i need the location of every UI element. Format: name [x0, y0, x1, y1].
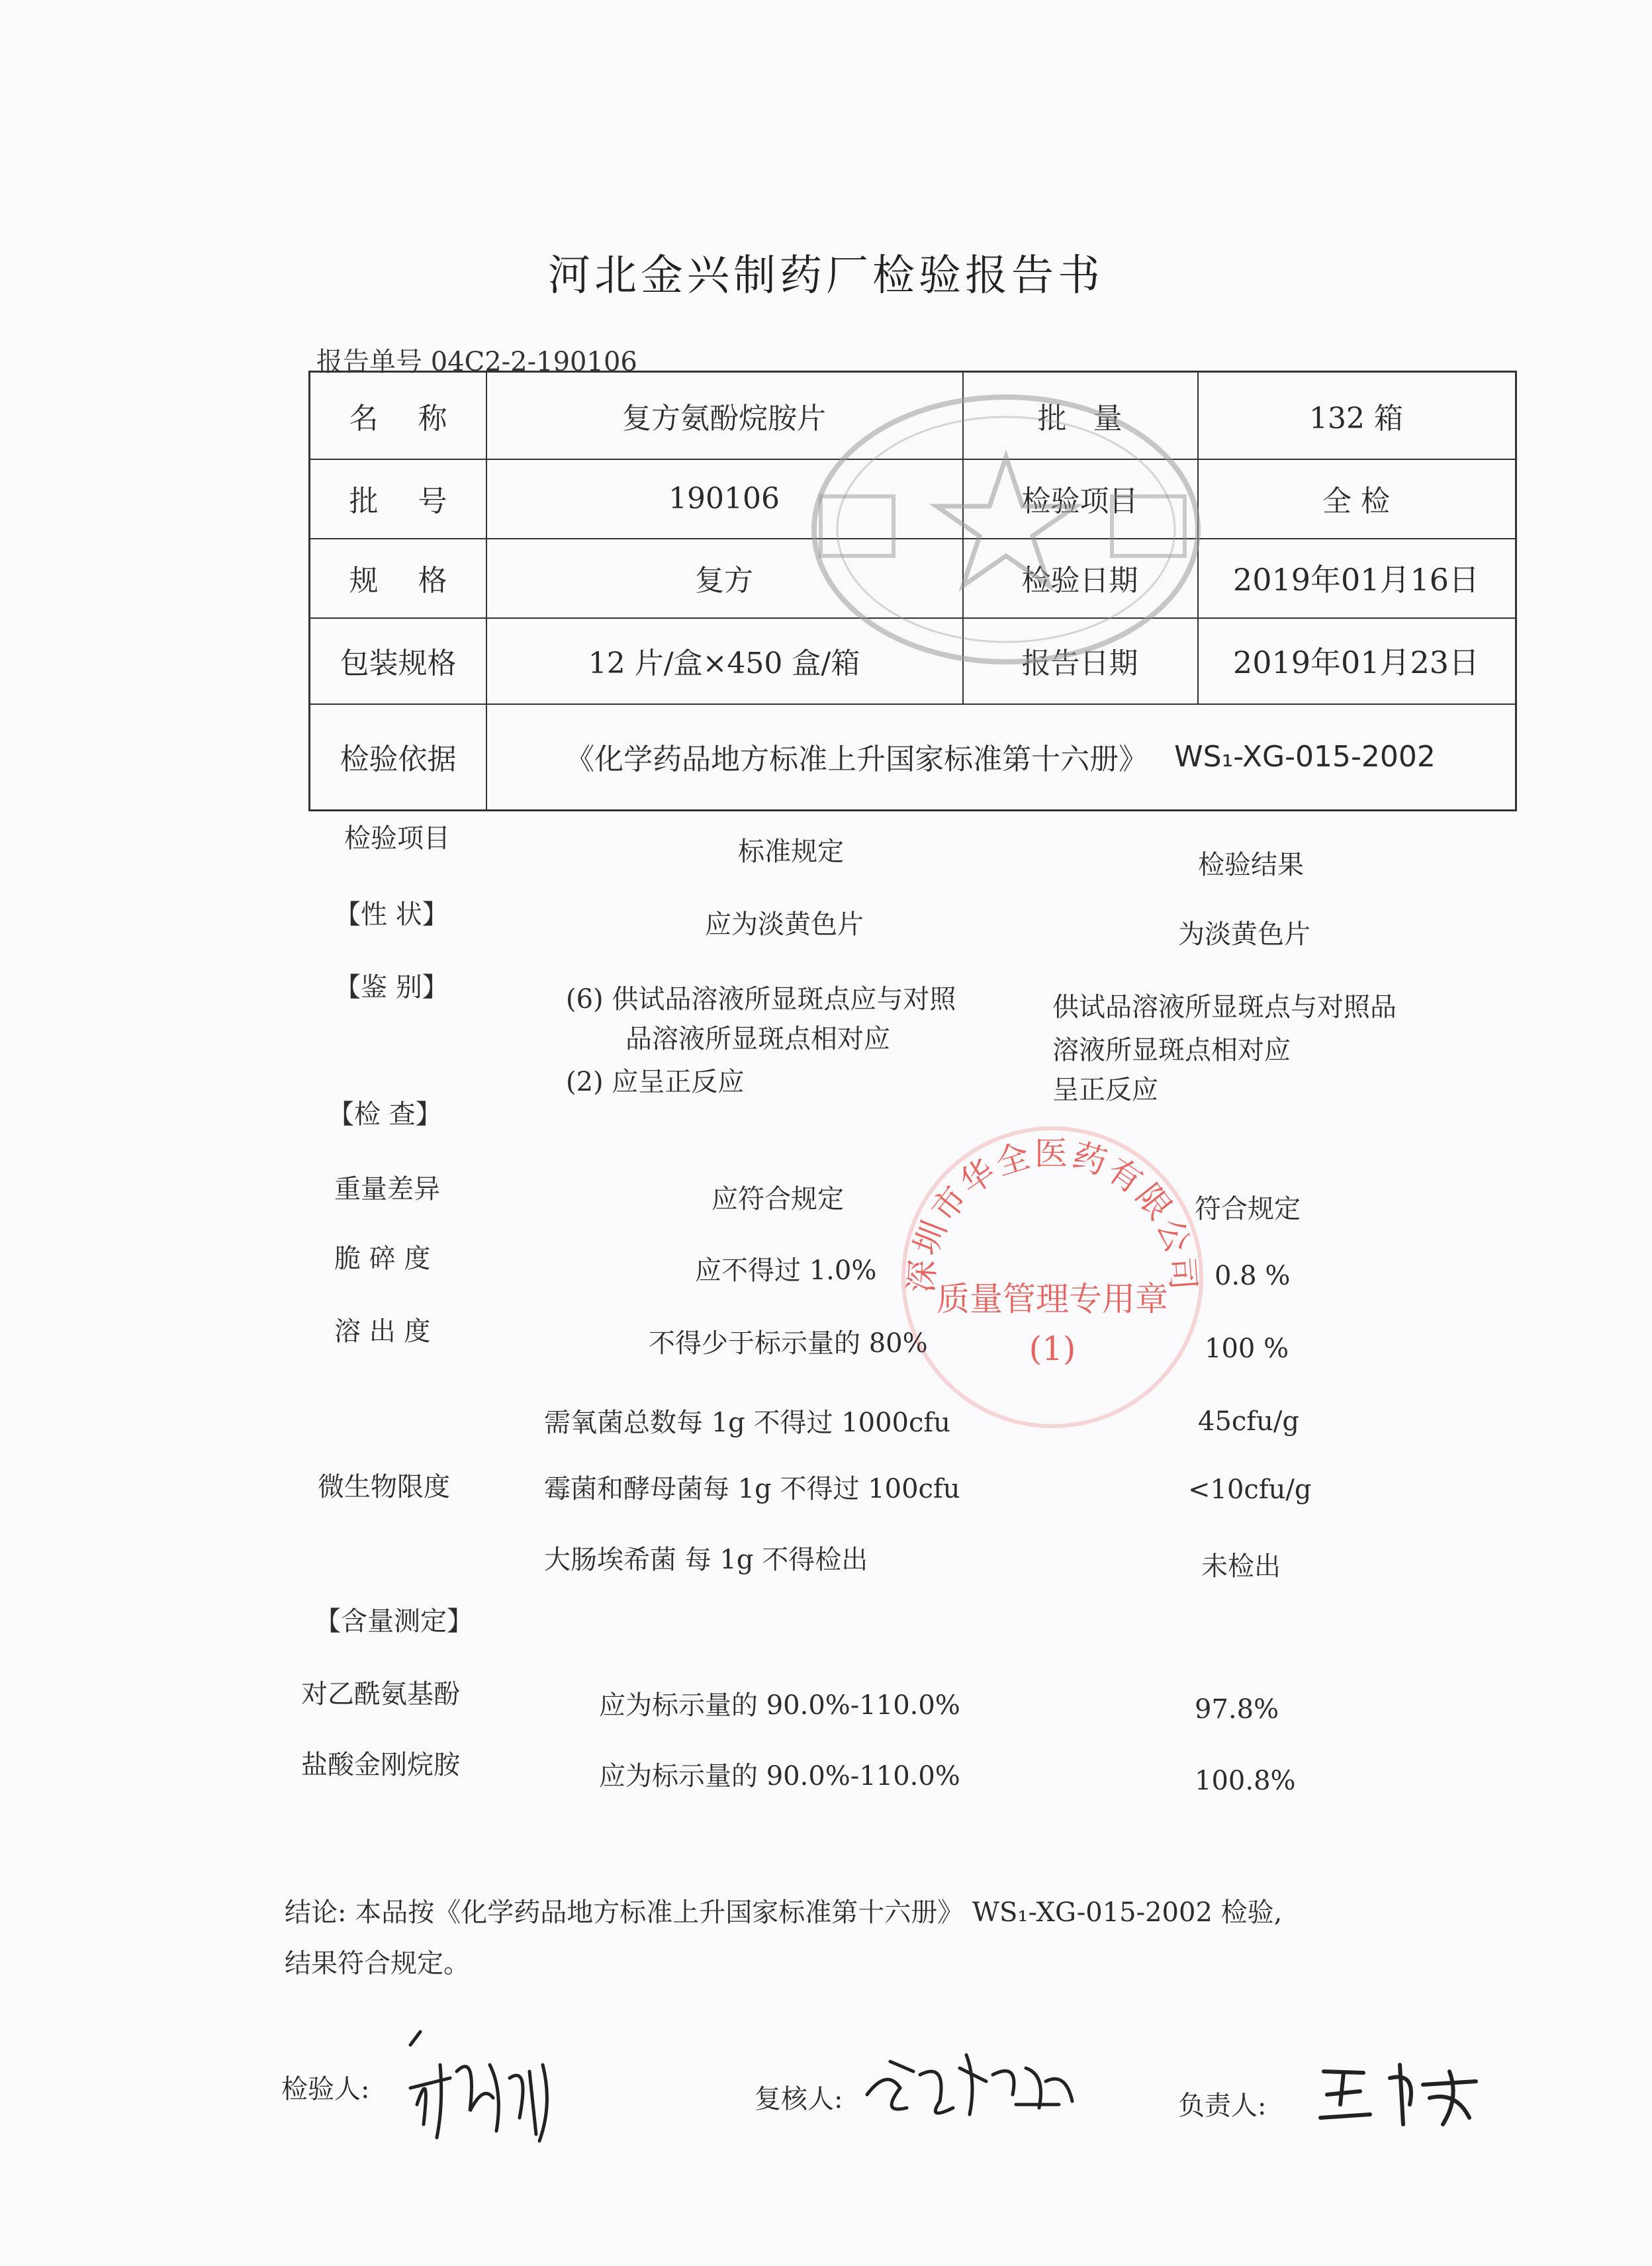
- pack-label: 包装规格: [340, 647, 457, 680]
- dissolution-result: 100 %: [1205, 1334, 1289, 1364]
- weight-variation-standard: 应符合规定: [711, 1184, 844, 1214]
- conclusion-line-1: 结论: 本品按《化学药品地方标准上升国家标准第十六册》 WS₁-XG-015-2002 检验,: [285, 1897, 1283, 1928]
- appearance-label: 【性 状】: [334, 899, 449, 930]
- appearance-result: 为淡黄色片: [1178, 919, 1310, 950]
- batch-no-label: 批号: [349, 484, 487, 518]
- test-item-label: 检验项目: [1021, 484, 1138, 518]
- assay1-standard: 应为标示量的 90.0%-110.0%: [599, 1690, 960, 1721]
- microbial-result-2: <10cfu/g: [1188, 1474, 1312, 1505]
- friability-standard: 应不得过 1.0%: [695, 1255, 877, 1286]
- assay2-label: 盐酸金刚烷胺: [301, 1750, 460, 1780]
- weight-variation-result: 符合规定: [1195, 1194, 1301, 1224]
- dissolution-standard: 不得少于标示量的 80%: [649, 1328, 928, 1359]
- report-number: 报告单号 04C2-2-190106: [316, 347, 637, 377]
- responsible-signature: [1317, 2058, 1489, 2131]
- reviewer-label: 复核人:: [755, 2084, 843, 2114]
- friability-label: 脆 碎 度: [334, 1244, 431, 1274]
- microbial-result-1: 45cfu/g: [1198, 1406, 1299, 1437]
- assay2-standard: 应为标示量的 90.0%-110.0%: [599, 1761, 960, 1791]
- test-date-label: 检验日期: [1021, 564, 1138, 598]
- seal-company-text: 深圳市华全医药有限公司: [901, 1134, 1203, 1294]
- identification-label: 【鉴 别】: [334, 972, 449, 1003]
- microbial-standard-2: 霉菌和酵母菌每 1g 不得过 100cfu: [544, 1474, 960, 1504]
- seal-purpose-text: 质量管理专用章: [937, 1280, 1168, 1318]
- spec-label: 规格: [349, 564, 487, 598]
- seal-number-text: (1): [1029, 1330, 1076, 1368]
- col-header-standard: 标准规定: [738, 837, 844, 867]
- reviewer-signature: [860, 2042, 1079, 2128]
- microbial-standard-3: 大肠埃希菌 每 1g 不得检出: [544, 1545, 868, 1575]
- inspector-label: 检验人:: [281, 2074, 370, 2105]
- identification-standard-1a: (6) 供试品溶液所显斑点应与对照: [566, 984, 956, 1015]
- assay2-result: 100.8%: [1195, 1766, 1296, 1796]
- batch-size-label: 批量: [1037, 402, 1149, 435]
- identification-result-2: 呈正反应: [1052, 1075, 1158, 1105]
- responsible-label: 负责人:: [1178, 2091, 1267, 2121]
- identification-standard-1b: 品溶液所显斑点相对应: [625, 1024, 890, 1054]
- svg-text:深圳市华全医药有限公司: [902, 1134, 1203, 1294]
- inspector-signature: [404, 2025, 563, 2151]
- basis-label: 检验依据: [340, 743, 457, 776]
- info-row-basis: [310, 703, 1515, 809]
- assay1-result: 97.8%: [1195, 1694, 1279, 1725]
- col-header-result: 检验结果: [1198, 850, 1304, 880]
- test-item-value: 全 检: [1322, 484, 1390, 518]
- report-date-label: 报告日期: [1021, 647, 1138, 680]
- report-date-value: 2019年01月23日: [1232, 645, 1480, 680]
- pack-value: 12 片/盒×450 盒/箱: [588, 647, 860, 680]
- spec-value: 复方: [695, 564, 753, 598]
- page-title: 河北金兴制药厂检验报告书: [548, 251, 1104, 300]
- appearance-standard: 应为淡黄色片: [705, 909, 864, 940]
- assay1-label: 对乙酰氨基酚: [301, 1679, 460, 1709]
- weight-variation-label: 重量差异: [334, 1174, 440, 1204]
- microbial-result-3: 未检出: [1201, 1551, 1281, 1582]
- identification-result-1a: 供试品溶液所显斑点与对照品: [1052, 992, 1397, 1022]
- name-label: 名称: [349, 402, 487, 435]
- batch-size-value: 132 箱: [1309, 402, 1403, 435]
- microbial-limit-label: 微生物限度: [318, 1472, 450, 1502]
- check-label: 【检 查】: [328, 1099, 442, 1130]
- assay-label: 【含量测定】: [314, 1606, 473, 1637]
- dissolution-label: 溶 出 度: [334, 1316, 431, 1347]
- basis-value: 《化学药品地方标准上升国家标准第十六册》: [565, 743, 1148, 776]
- quality-management-seal: [887, 1112, 1218, 1429]
- identification-standard-2: (2) 应呈正反应: [566, 1067, 745, 1097]
- faded-seal-stamp: [801, 377, 1211, 682]
- identification-result-1b: 溶液所显斑点相对应: [1052, 1035, 1291, 1065]
- test-date-value: 2019年01月16日: [1232, 562, 1480, 598]
- batch-no-value: 190106: [668, 481, 780, 516]
- friability-result: 0.8 %: [1215, 1261, 1291, 1291]
- col-header-item: 检验项目: [344, 823, 450, 854]
- conclusion-line-2: 结果符合规定。: [285, 1948, 470, 1979]
- microbial-standard-1: 需氧菌总数每 1g 不得过 1000cfu: [544, 1408, 950, 1438]
- basis-code: WS₁-XG-015-2002: [1174, 739, 1436, 774]
- name-value: 复方氨酚烷胺片: [622, 402, 826, 435]
